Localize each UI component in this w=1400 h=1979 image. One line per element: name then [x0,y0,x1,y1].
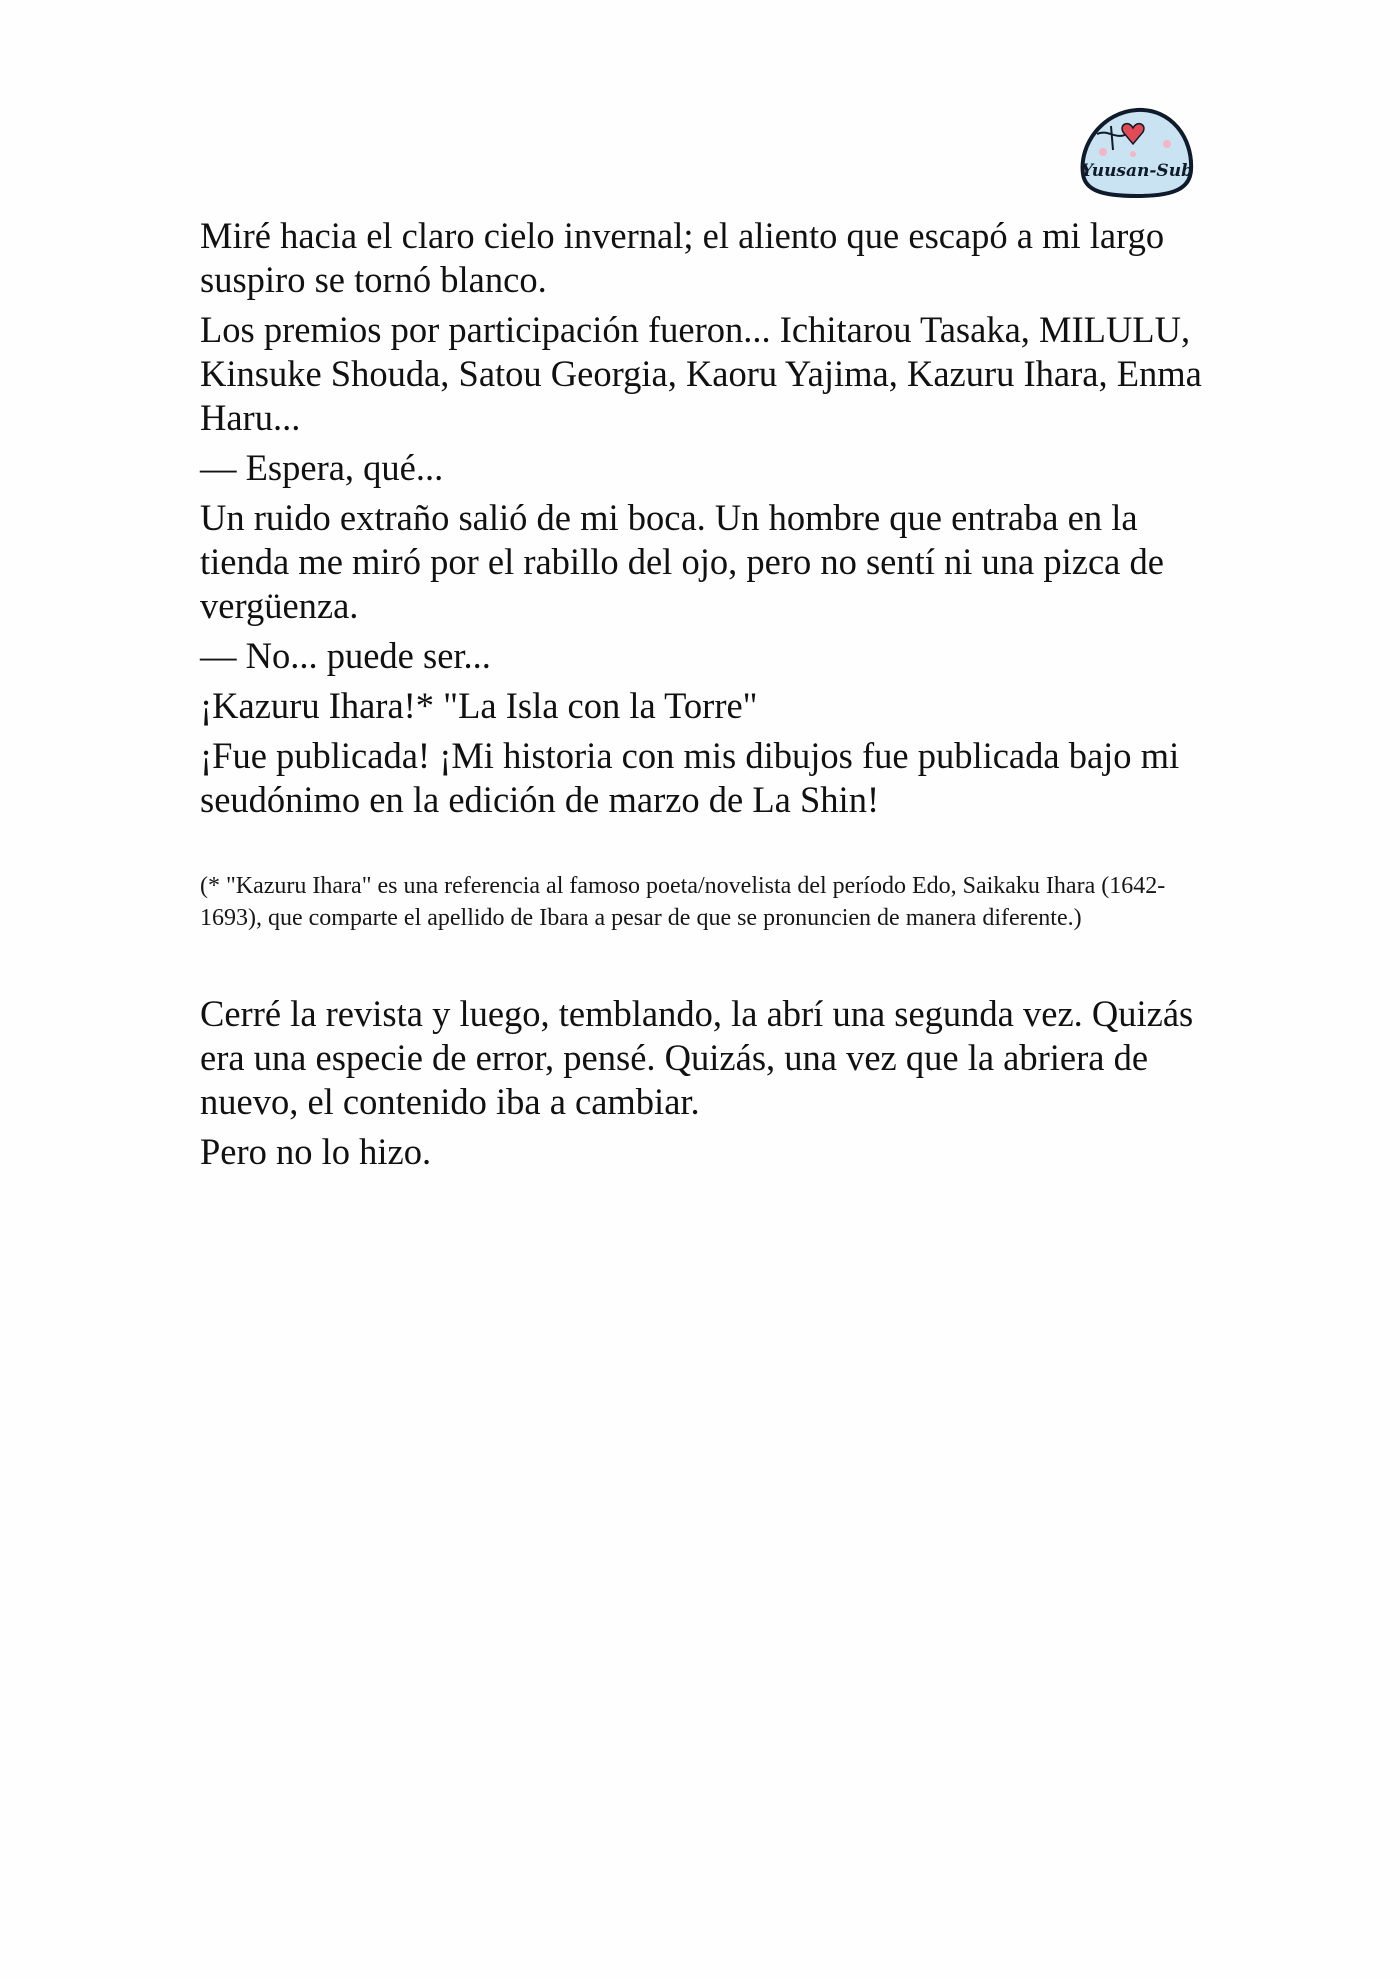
spacer [200,828,1210,870]
logo-badge-icon [1075,104,1197,202]
logo-text: Yuusan-Sub [1081,161,1193,181]
paragraph: Un ruido extraño salió de mi boca. Un hombre que entraba en la tienda me miró por el rabillo del ojo, pero no sentí ni una pizca de vergüenza. [200,497,1164,626]
paragraph: Pero no lo hizo. [200,1131,432,1172]
translator-footnote: (* "Kazuru Ihara" es una referencia al famoso poeta/novelista del período Edo, Saikaku Ihara (1642-1693), que comparte el apellido de Ibara a pesar de que se pronuncien de manera diferente.) [200,873,1166,931]
paragraph: ¡Fue publicada! ¡Mi historia con mis dibujos fue publicada bajo mi seudónimo en la edición de marzo de La Shin! [200,735,1180,820]
paragraph: ¡Kazuru Ihara!* "La Isla con la Torre" [200,685,758,726]
dialogue-line: — No... puede ser... [200,635,491,676]
paragraph: Cerré la revista y luego, temblando, la abrí una segunda vez. Quizás era una especie de error, pensé. Quizás, una vez que la abriera de nuevo, el contenido iba a cambiar. [200,993,1194,1122]
paragraph: Los premios por participación fueron... Ichitarou Tasaka, MILULU, Kinsuke Shouda, Satou Georgia, Kaoru Yajima, Kazuru Ihara, Enma Haru... [200,309,1202,438]
scanlation-logo [1075,104,1197,202]
paragraph: Miré hacia el claro cielo invernal; el aliento que escapó a mi largo suspiro se tornó blanco. [200,215,1165,300]
dialogue-line: — Espera, qué... [200,447,444,488]
document-body [200,214,1210,1180]
spacer [200,934,1210,992]
